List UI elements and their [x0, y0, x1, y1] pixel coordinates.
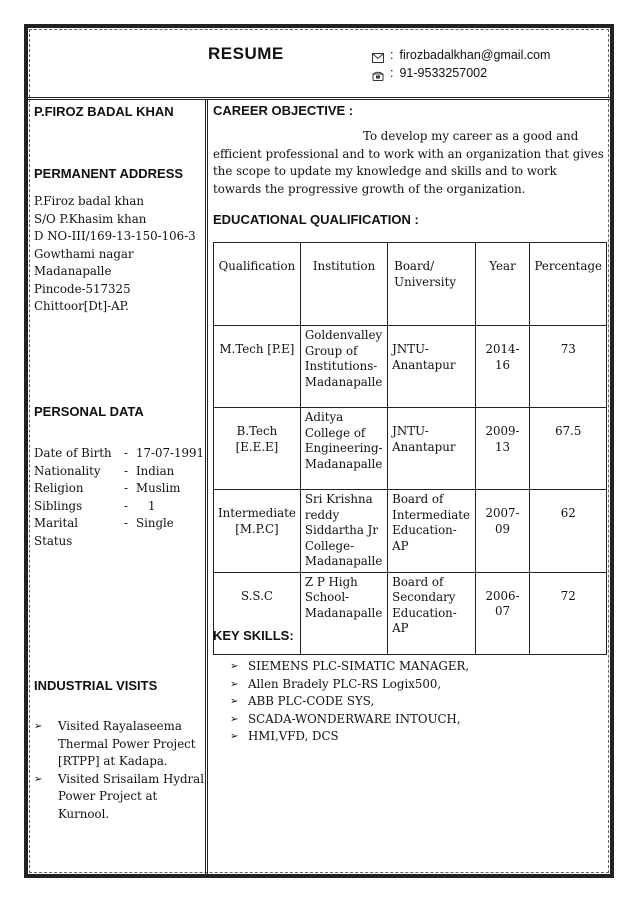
column-header: Institution [300, 243, 387, 326]
cell-percentage: 73 [530, 326, 607, 408]
address-line: Gowthami nagar [34, 246, 134, 261]
list-item [230, 658, 469, 676]
column-header: Board/ University [388, 243, 475, 326]
education-heading: EDUCATIONAL QUALIFICATION : [213, 212, 419, 227]
arrow-bullet-icon: ➢ [230, 696, 239, 707]
cell-year: 2007-09 [475, 490, 530, 573]
skill-text: ABB PLC-CODE SYS, [248, 694, 375, 708]
right-column [208, 100, 610, 874]
pd-label: Marital Status [34, 516, 79, 548]
left-column [28, 100, 208, 874]
table-header-row [214, 243, 607, 326]
list-item [230, 693, 469, 711]
personal-data-row [34, 480, 206, 498]
cell-percentage: 62 [530, 490, 607, 573]
address-line: P.Firoz badal khan [34, 194, 145, 208]
education-table [213, 242, 607, 655]
cell-qualification: S.S.C [214, 572, 301, 654]
pd-value: Indian [136, 463, 175, 478]
pd-separator: - [124, 463, 128, 478]
pd-value: 17-07-1991 [136, 446, 205, 460]
cell-qualification: Intermediate [M.P.C] [214, 490, 301, 573]
industrial-visits-list [34, 718, 206, 823]
phone-separator: : [390, 66, 394, 80]
email-separator: : [390, 48, 394, 62]
address-line: S/O P.Khasim khan [34, 211, 147, 226]
resume-frame [24, 24, 614, 878]
cell-institution: Sri Krishna reddy Siddartha Jr College-Madanapalle [300, 490, 387, 573]
arrow-bullet-icon: ➢ [230, 713, 239, 725]
personal-data [34, 445, 206, 548]
career-objective-heading: CAREER OBJECTIVE : [213, 103, 354, 118]
list-item [230, 711, 469, 729]
pd-value: 1 [148, 498, 156, 513]
candidate-name: P.FIROZ BADAL KHAN [34, 104, 174, 119]
skill-text: SIEMENS PLC-SIMATIC MANAGER, [248, 659, 470, 673]
pd-separator: - [124, 481, 128, 495]
pd-separator: - [124, 516, 128, 530]
personal-data-row [34, 498, 206, 516]
cell-year: 2006-07 [475, 572, 530, 654]
envelope-icon [372, 50, 384, 60]
arrow-bullet-icon: ➢ [34, 773, 43, 785]
pd-separator: - [124, 498, 128, 513]
pd-value: Muslim [136, 481, 181, 495]
industrial-visits-heading: INDUSTRIAL VISITS [34, 678, 158, 693]
cell-institution: Goldenvalley Group of Institutions-Madanapalle [300, 326, 387, 408]
personal-data-heading: PERSONAL DATA [34, 404, 144, 419]
column-header: Year [475, 243, 530, 326]
pd-label: Nationality [34, 463, 101, 478]
personal-data-row [34, 515, 206, 548]
cell-institution: Z P High School-Madanapalle [300, 572, 387, 654]
arrow-bullet-icon: ➢ [230, 661, 239, 672]
pd-label: Date of Birth [34, 446, 112, 460]
address-line: Pincode-517325 [34, 281, 131, 296]
permanent-address [34, 193, 196, 316]
cell-percentage: 67.5 [530, 408, 607, 490]
phone-text[interactable]: 91-9533257002 [399, 66, 488, 80]
cell-board: JNTU-Anantapur [388, 408, 475, 490]
table-row [214, 408, 607, 490]
column-header: Qualification [214, 243, 301, 326]
visit-text: Visited Rayalaseema Thermal Power Project [RTPP] at Kadapa. [58, 719, 196, 768]
list-item [34, 771, 206, 824]
cell-percentage: 72 [530, 572, 607, 654]
cell-board: Board of Intermediate Education-AP [388, 490, 475, 573]
phone-row [372, 64, 550, 82]
resume-title: RESUME [208, 44, 284, 63]
pd-value: Single [136, 516, 174, 530]
visit-text: Visited Srisailam Hydral Power Project at Kurnool. [58, 771, 204, 821]
skill-text: Allen Bradely PLC-RS Logix500, [248, 676, 442, 691]
cell-institution: Aditya College of Engineering-Madanapalle [300, 408, 387, 490]
list-item [34, 718, 206, 771]
key-skills-list [230, 658, 469, 746]
skill-text: HMI,VFD, DCS [248, 729, 339, 743]
cell-board: JNTU-Anantapur [388, 326, 475, 408]
email-text[interactable]: firozbadalkhan@gmail.com [399, 48, 551, 62]
personal-data-row [34, 463, 206, 481]
cell-qualification: M.Tech [P.E] [214, 326, 301, 408]
cell-year: 2014-16 [475, 326, 530, 408]
pd-separator: - [124, 446, 128, 460]
email-row [372, 46, 550, 64]
permanent-address-heading: PERMANENT ADDRESS [34, 166, 184, 181]
pd-label: Religion [34, 481, 84, 495]
cell-qualification: B.Tech [E.E.E] [214, 408, 301, 490]
skill-text: SCADA-WONDERWARE INTOUCH, [248, 711, 461, 726]
list-item [230, 728, 469, 746]
cell-year: 2009-13 [475, 408, 530, 490]
career-objective-text: To develop my career as a good and efficient professional and to work with an organization that gives the scope to update my knowledge and skills and to work towards the progressive growth of the organization. [213, 129, 604, 196]
arrow-bullet-icon: ➢ [230, 678, 239, 690]
column-header: Percentage [530, 243, 607, 326]
pd-label: Siblings [34, 498, 83, 513]
address-line: Chittoor[Dt]-AP. [34, 299, 129, 313]
personal-data-row [34, 445, 206, 463]
cell-board: Board of Secondary Education-AP [388, 572, 475, 654]
arrow-bullet-icon: ➢ [34, 721, 43, 732]
arrow-bullet-icon: ➢ [230, 731, 239, 742]
table-row [214, 490, 607, 573]
table-row [214, 326, 607, 408]
list-item [230, 676, 469, 694]
contact-block [372, 46, 550, 82]
address-line: Madanapalle [34, 264, 112, 278]
telephone-icon [372, 68, 384, 78]
resume-header [28, 28, 610, 100]
address-line: D NO-III/169-13-150-106-3 [34, 229, 196, 243]
key-skills-heading: KEY SKILLS: [213, 628, 294, 643]
